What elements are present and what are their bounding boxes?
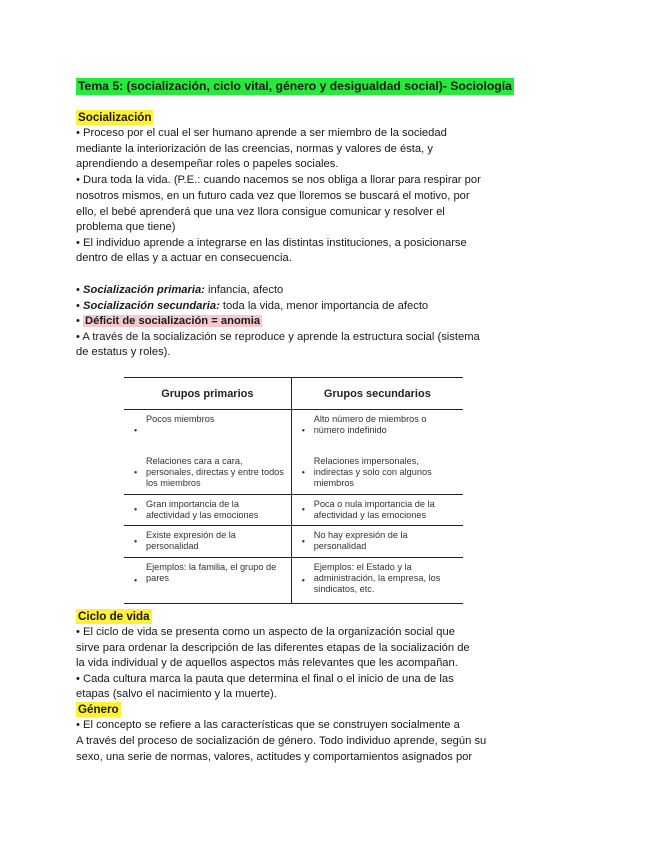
paragraph-line: • El ciclo de vida se presenta como un aspecto de la organización social que	[76, 626, 455, 638]
paragraph-line: etapas (salvo el nacimiento y la muerte).	[76, 688, 277, 700]
table-cell: • No hay expresión de la personalidad	[301, 530, 408, 551]
paragraph-line: nosotros mismos, en un futuro cada vez que lloremos se buscará el motivo, por	[76, 190, 470, 202]
paragraph-line: problema que tiene)	[76, 221, 176, 233]
table-cell: • Relaciones impersonales, indirectas y solo con algunos miembros	[301, 456, 432, 488]
paragraph-line: • Dura toda la vida. (P.E.: cuando nacemos se nos obliga a llorar para respirar por	[76, 174, 481, 186]
paragraph-line: sexo, una serie de normas, valores, actitudes y comportamientos asignados por	[76, 751, 473, 763]
paragraph-line: • Proceso por el cual el ser humano aprende a ser miembro de la sociedad	[76, 127, 447, 139]
groups-comparison-table	[124, 377, 463, 594]
table-cell: • Ejemplos: el Estado y la administración, la empresa, los sindicatos, etc.	[301, 562, 441, 594]
document-title: Tema 5: (socialización, ciclo vital, género y desigualdad social)- Sociología	[78, 79, 512, 93]
paragraph-line: sirve para ordenar la descripción de las diferentes etapas de la socialización de	[76, 642, 470, 654]
bullet-deficit: • Déficit de socialización = anomia	[76, 315, 261, 327]
heading-ciclo-de-vida: Ciclo de vida	[78, 610, 150, 623]
term-label: Socialización primaria:	[83, 284, 205, 296]
paragraph-line: • A través de la socialización se reproduce y aprende la estructura social (sistema	[76, 331, 480, 343]
bullet-socializacion-primaria: • Socialización primaria: infancia, afecto	[76, 284, 284, 296]
heading-genero: Género	[78, 703, 119, 716]
term-text: toda la vida, menor importancia de afecto	[219, 300, 429, 312]
table-cell: • Poca o nula importancia de la afectividad y las emociones	[301, 499, 435, 520]
table-cell: • Ejemplos: la familia, el grupo de pares	[124, 558, 291, 604]
header-grupos-secundarios: Grupos secundarios	[323, 387, 431, 400]
paragraph-line: aprendiendo a desempeñar roles o papeles sociales.	[76, 158, 339, 170]
paragraph-line: de estatus y roles).	[76, 346, 171, 358]
paragraph-line: A través del proceso de socialización de género. Todo individuo aprende, según su	[76, 735, 487, 747]
paragraph-line: dentro de ellas y a actuar en consecuencia.	[76, 252, 292, 264]
term-label: Socialización secundaria:	[83, 300, 220, 312]
deficit-highlight: Déficit de socialización = anomia	[85, 315, 261, 327]
table-cell: • Gran importancia de la afectividad y las emociones	[124, 495, 291, 526]
paragraph-line: la vida individual y de aquellos aspectos más relevantes que les acompañan.	[76, 657, 458, 669]
table-cell: • Existe expresión de la personalidad	[124, 526, 291, 558]
term-text: infancia, afecto	[204, 284, 284, 296]
bullet-socializacion-secundaria: • Socialización secundaria: toda la vida, menor importancia de afecto	[76, 300, 429, 312]
paragraph-line: ello, el bebé aprenderá que una vez llora consigue comunicar y resolver el	[76, 206, 445, 218]
paragraph-line: • Cada cultura marca la pauta que determina el final o el inicio de una de las	[76, 673, 454, 685]
paragraph-line: • El individuo aprende a integrarse en las distintas instituciones, a posicionarse	[76, 237, 467, 249]
header-grupos-primarios: Grupos primarios	[124, 378, 291, 410]
paragraph-line: mediante la interiorización de las creencias, normas y valores de ésta, y	[76, 143, 433, 155]
heading-socializacion: Socialización	[78, 111, 152, 124]
table-cell: • Relaciones cara a cara, personales, directas y entre todos los miembros	[124, 452, 291, 495]
paragraph-line: • El concepto se refiere a las características que se construyen socialmente a	[76, 719, 460, 731]
table-cell: • Alto número de miembros o número indefinido	[301, 414, 427, 436]
table-cell: • Pocos miembros	[124, 410, 291, 453]
